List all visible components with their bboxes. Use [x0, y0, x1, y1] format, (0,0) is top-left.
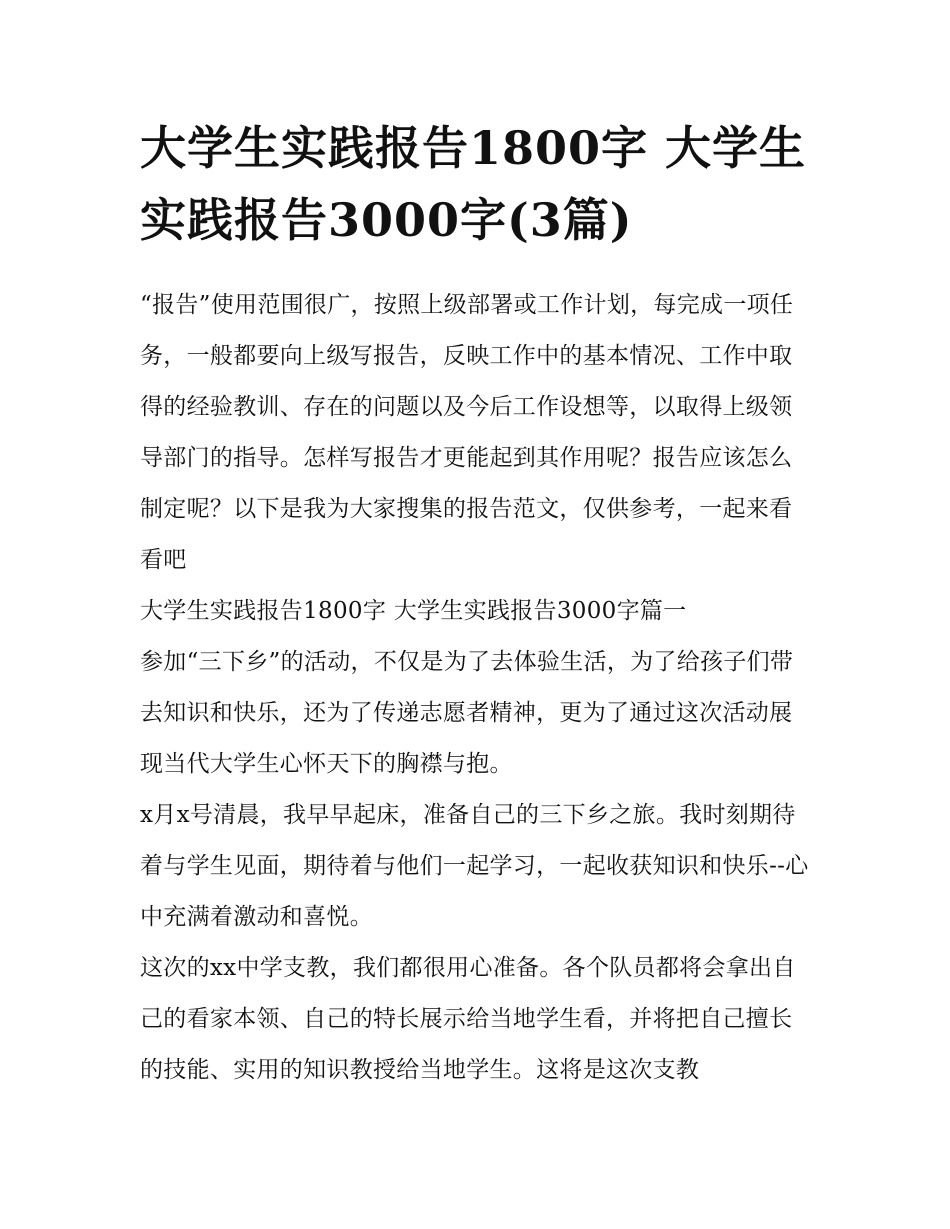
document-title: 大学生实践报告1800字 大学生实践报告3000字(3篇) [140, 121, 807, 247]
section-heading: 大学生实践报告1800字 大学生实践报告3000字篇一 [140, 598, 687, 624]
document-page [140, 112, 812, 1096]
body-paragraph: x月x号清晨，我早早起床，准备自己的三下乡之旅。我时刻期待着与学生见面，期待着与他们一起学习，一起收获知识和快乐--心中充满着激动和喜悦。 [140, 802, 809, 930]
body-paragraph: 参加“三下乡”的活动，不仅是为了去体验生活，为了给孩子们带去知识和快乐，还为了传递志愿者精神，更为了通过这次活动展现当代大学生心怀天下的胸襟与抱。 [140, 649, 794, 777]
body-paragraph: 这次的xx中学支教，我们都很用心准备。各个队员都将会拿出自己的看家本领、自己的特长展示给当地学生看，并将把自己擅长的技能、实用的知识教授给当地学生。这将是这次支教 [140, 955, 796, 1083]
intro-paragraph: “报告”使用范围很广，按照上级部署或工作计划，每完成一项任务，一般都要向上级写报告，反映工作中的基本情况、工作中取得的经验教训、存在的问题以及今后工作设想等，以取得上级领导部门的指导。怎样写报告才更能起到其作用呢？报告应该怎么制定呢？以下是我为大家搜集的报告范文，仅供参考，一起来看看吧 [140, 292, 794, 573]
